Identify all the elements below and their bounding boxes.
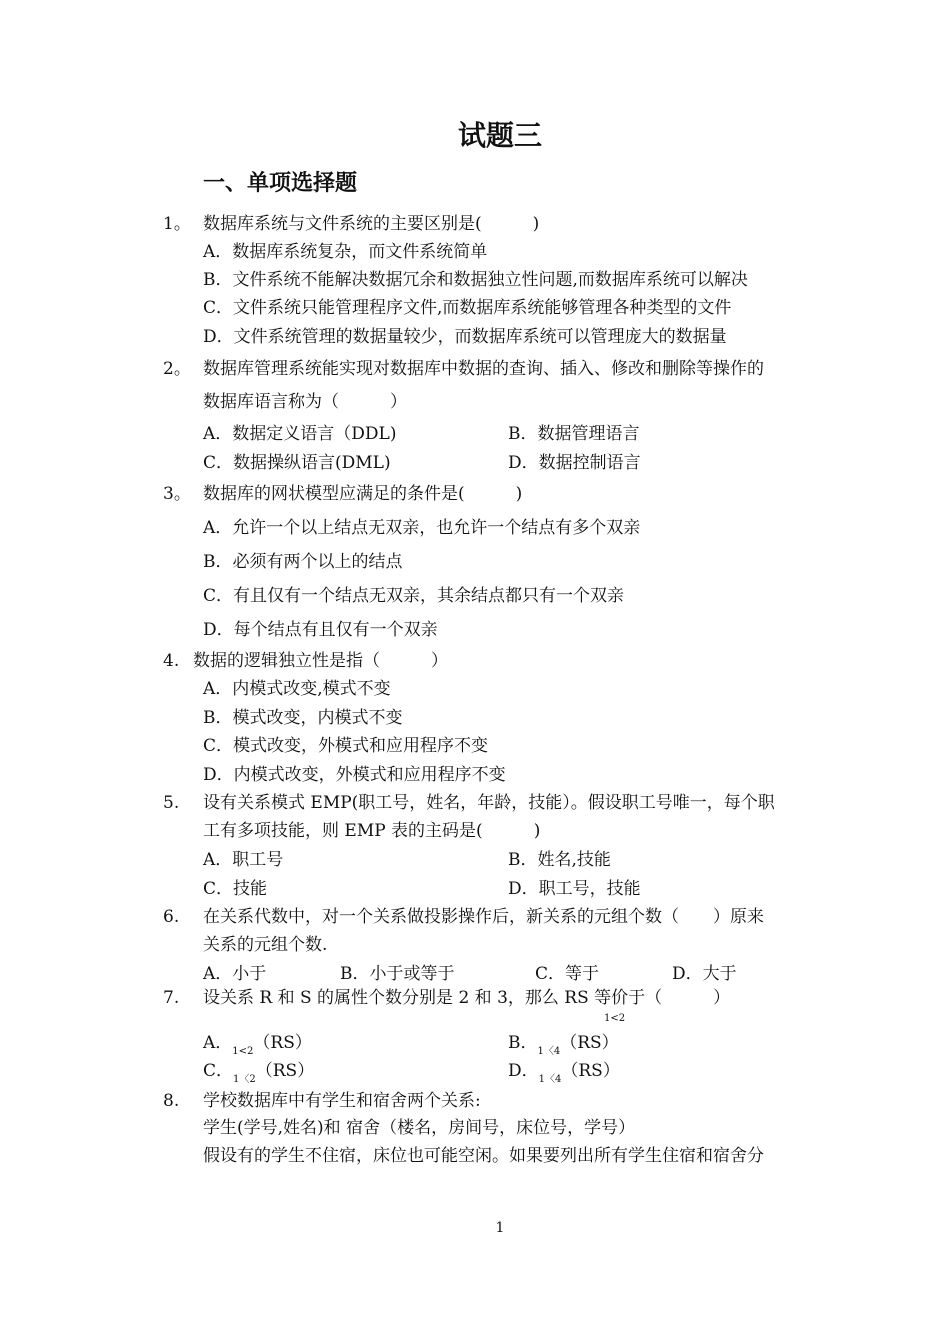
q7-option-a-subscript: 1<2 — [232, 1046, 254, 1057]
q7-option-b — [508, 1032, 619, 1057]
q5-number: 5. — [163, 793, 180, 813]
q4-stem: 数据的逻辑独立性是指（ ） — [193, 651, 448, 671]
q6-stem-line2: 关系的元组个数. — [203, 935, 328, 955]
q3-option-d: D．每个结点有且仅有一个双亲 — [203, 620, 438, 640]
q7-option-d-label: D． — [508, 1061, 539, 1081]
q4-option-a: A．内模式改变,模式不变 — [203, 679, 391, 699]
q7-stem-subscript: 1<2 — [604, 1013, 626, 1024]
q7-option-c — [203, 1060, 314, 1085]
q4-number: 4. — [163, 651, 180, 671]
q8-stem-line3: 假设有的学生不住宿，床位也可能空闲。如果要列出所有学生住宿和宿舍分 — [203, 1146, 764, 1166]
q4-option-b: B．模式改变，内模式不变 — [203, 708, 403, 728]
q8-stem-line2: 学生(学号,姓名)和 宿舍（楼名，房间号，床位号，学号） — [203, 1118, 636, 1138]
q1-option-a: A．数据库系统复杂，而文件系统简单 — [203, 242, 488, 262]
q8-stem-line1: 学校数据库中有学生和宿舍两个关系: — [203, 1091, 481, 1111]
q6-stem-line1: 在关系代数中，对一个关系做投影操作后，新关系的元组个数（ ）原来 — [203, 907, 764, 927]
q5-option-b: B．姓名,技能 — [508, 850, 611, 870]
q6-option-b: B．小于或等于 — [340, 964, 455, 984]
q2-option-a: A．数据定义语言（DDL) — [203, 424, 397, 444]
q5-stem-line1: 设有关系模式 EMP(职工号，姓名，年龄，技能）。假设职工号唯一，每个职 — [203, 793, 775, 813]
q7-option-d-subscript: 1〈4 — [538, 1074, 562, 1085]
q3-option-b: B．必须有两个以上的结点 — [203, 552, 403, 572]
q5-option-c: C．技能 — [203, 879, 268, 899]
q4-option-c: C．模式改变，外模式和应用程序不变 — [203, 736, 489, 756]
q5-option-d: D．职工号，技能 — [508, 879, 641, 899]
section-heading: 一、单项选择题 — [203, 171, 358, 196]
q7-option-a — [203, 1032, 312, 1057]
q3-stem: 数据库的网状模型应满足的条件是( ) — [203, 484, 523, 504]
q7-option-a-rs: （RS） — [253, 1033, 312, 1053]
q1-stem: 数据库系统与文件系统的主要区别是( ) — [203, 214, 540, 234]
page-number: 1 — [495, 1220, 505, 1236]
q7-option-c-label: C． — [203, 1061, 234, 1081]
q7-option-c-subscript: 1〈2 — [233, 1074, 256, 1085]
q6-number: 6. — [163, 907, 180, 927]
q1-option-b: B．文件系统不能解决数据冗余和数据独立性问题,而数据库系统可以解决 — [203, 270, 748, 290]
q4-option-d: D．内模式改变，外模式和应用程序不变 — [203, 765, 506, 785]
q5-option-a: A．职工号 — [203, 850, 284, 870]
q6-option-a: A．小于 — [203, 964, 267, 984]
q3-number: 3。 — [163, 484, 191, 504]
q7-number: 7. — [163, 988, 180, 1008]
q2-option-d: D．数据控制语言 — [508, 453, 641, 473]
q5-stem-line2: 工有多项技能，则 EMP 表的主码是( ) — [203, 821, 541, 841]
q7-option-c-rs: （RS） — [255, 1061, 315, 1081]
q1-number: 1。 — [163, 214, 191, 234]
q8-number: 8. — [163, 1091, 180, 1111]
q1-option-d: D．文件系统管理的数据量较少，而数据库系统可以管理庞大的数据量 — [203, 327, 727, 347]
q7-stem: 设关系 R 和 S 的属性个数分别是 2 和 3，那么 RS 等价于（ ） — [203, 988, 731, 1008]
q3-option-a: A．允许一个以上结点无双亲，也允许一个结点有多个双亲 — [203, 518, 641, 538]
q7-option-d — [508, 1060, 620, 1085]
q1-option-c: C．文件系统只能管理程序文件,而数据库系统能够管理各种类型的文件 — [203, 298, 732, 318]
q2-option-b: B．数据管理语言 — [508, 424, 640, 444]
q7-option-a-label: A． — [203, 1033, 233, 1053]
q2-number: 2。 — [163, 359, 191, 379]
q6-option-c: C．等于 — [535, 964, 600, 984]
q2-stem-line2: 数据库语言称为（ ） — [203, 392, 407, 412]
q2-stem-line1: 数据库管理系统能实现对数据库中数据的查询、插入、修改和删除等操作的 — [203, 359, 764, 379]
page-title: 试题三 — [457, 119, 542, 152]
q7-option-b-rs: （RS） — [560, 1033, 619, 1053]
q7-option-b-label: B． — [508, 1033, 538, 1053]
q2-option-c: C．数据操纵语言(DML) — [203, 453, 391, 473]
q3-option-c: C．有且仅有一个结点无双亲，其余结点都只有一个双亲 — [203, 586, 625, 606]
q7-option-b-subscript: 1〈4 — [537, 1046, 561, 1057]
q6-option-d: D．大于 — [672, 964, 737, 984]
q7-option-d-rs: （RS） — [561, 1061, 620, 1081]
